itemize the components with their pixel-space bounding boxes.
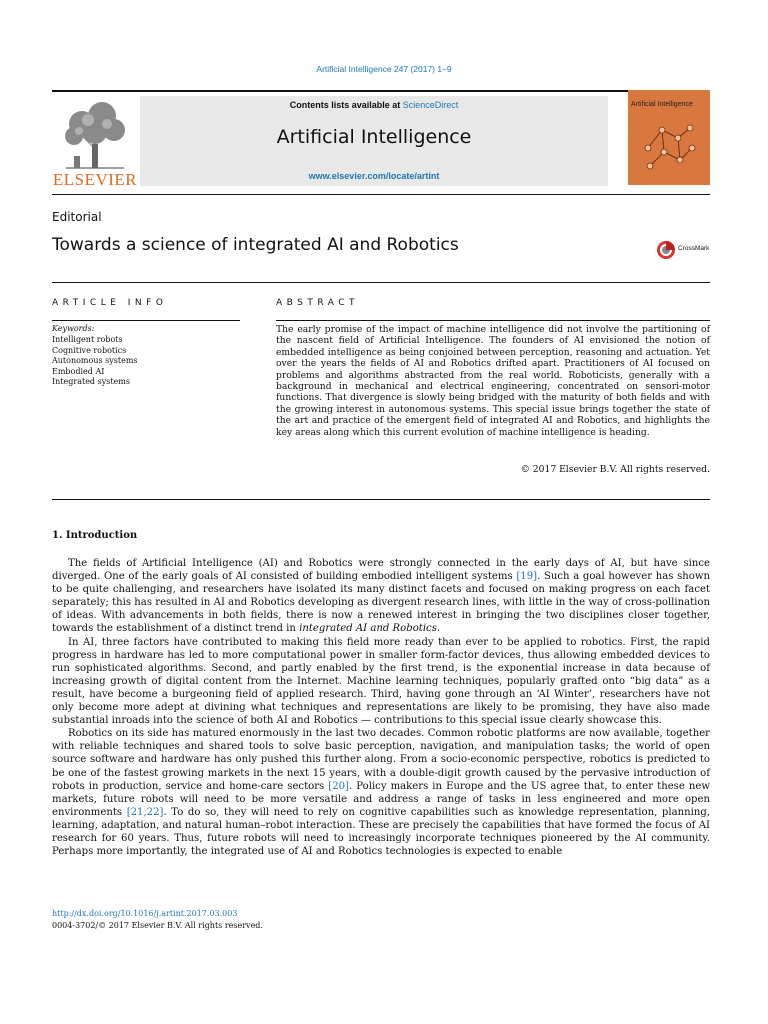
reference-link[interactable]: [19]	[516, 571, 538, 583]
keyword-item: Integrated systems	[52, 377, 130, 387]
footer-copyright: 0004-3702/© 2017 Elsevier B.V. All rights reserved.	[52, 921, 263, 930]
elsevier-wordmark: ELSEVIER	[52, 170, 138, 189]
article-info-heading: ARTICLE INFO	[52, 298, 168, 308]
abstract-heading: ABSTRACT	[276, 298, 360, 308]
abstract-bottom-rule	[52, 499, 710, 500]
keyword-item: Autonomous systems	[52, 356, 138, 366]
text-run: The fields of Artificial Intelligence (AI) and Robotics were strongly connected in the early days of AI, but have since diverged. One of the early goals of AI consisted of building embodied intelligent systems	[52, 558, 710, 583]
cover-title: Artificial Intelligence	[631, 101, 693, 108]
article-info-rule	[52, 320, 240, 321]
keyword-item: Cognitive robotics	[52, 345, 127, 355]
cover-graph-icon	[640, 118, 700, 178]
keyword-item: Intelligent robots	[52, 335, 123, 344]
intro-body	[52, 557, 710, 858]
intro-paragraph	[52, 557, 710, 636]
abstract-rule	[276, 320, 710, 321]
text-run: Robotics on its side has matured enormously in the last two decades. Common robotic platforms are now available, together with reliable techniques and shared tools to solve basic perception, navigation, and manipulation tasks; the world of open source software and hardware has only pushed this further along. From a socio-economic perspective, robotics is predicted to be one of the fastest growing markets in the next 15 years, with a double-digit growth caused by the pervasive introduction of robots in production, service and home-care sectors	[52, 728, 710, 792]
article-title: Towards a science of integrated AI and Robotics	[52, 235, 459, 255]
keywords-list	[52, 335, 138, 388]
title-rule	[52, 194, 710, 195]
info-rule	[52, 282, 710, 283]
doi-link[interactable]: http://dx.doi.org/10.1016/j.artint.2017.03.003	[52, 909, 238, 918]
keywords-label: Keywords:	[52, 324, 95, 333]
text-run: . Such a goal however has shown to be quite challenging, and researchers have isolated its many distinct facets and focused on making progress on each facet separately; this has resulted in AI and Robotics developing as divergent research lines, with little in the way of cross-pollination of ideas. With advancements in both fields, there is now a renewed interest in bringing the two disciplines closer together, towards the establishment of a distinct trend in	[52, 571, 710, 635]
emphasis-text: integrated AI and Robotics	[299, 623, 437, 635]
text-run: . Policy makers in Europe and the US agree that, to enter these new markets, future robots will need to be more versatile and address a range of tasks in less engineered and more open environments	[52, 780, 711, 818]
text-run: . To do so, they will need to rely on cognitive capabilities such as knowledge representation, planning, learning, adaptation, and natural human–robot interaction. These are precisely the capabilities that have formed the focus of AI research for 60 years. Thus, future robots will need to increasingly incorporate techniques pioneered by the AI community. Perhaps more importantly, the integrated use of AI and Robotics technologies is expected to enable	[52, 806, 710, 858]
intro-paragraph: In AI, three factors have contributed to making this field more ready than ever to be applied to robotics. First, the rapid progress in hardware has led to more computational power in smaller form-factor devices, thus allowing embedded devices to run sophisticated algorithms. Second, and partly enabled by the first trend, is the exponential increase in data because of increasing growth of digital content from the Internet. Machine learning techniques, popularly grafted onto “big data” as a result, have become a burgeoning field of applied research. Third, having gone through an ‘AI Winter’, researchers have not only become more adept at divining what techniques and representations are likely to be promising, they have also made substantial inroads into the science of both AI and Robotics — contributions to this special issue clearly showcase this.	[52, 636, 710, 727]
sciencedirect-link[interactable]: ScienceDirect	[402, 100, 459, 110]
contents-prefix: Contents lists available at	[289, 100, 403, 110]
text-run: .	[436, 623, 441, 635]
header-rule	[52, 90, 710, 92]
article-type: Editorial	[52, 210, 102, 224]
journal-title: Artificial Intelligence	[276, 126, 472, 148]
reference-link[interactable]: [20]	[328, 780, 349, 792]
crossmark-label[interactable]: CrossMark	[678, 245, 710, 252]
reference-link[interactable]: [21,22]	[126, 806, 164, 818]
journal-homepage-link[interactable]: www.elsevier.com/locate/artint	[308, 171, 440, 181]
journal-citation[interactable]: Artificial Intelligence 247 (2017) 1–9	[316, 64, 452, 74]
crossmark-icon[interactable]	[656, 240, 676, 260]
contents-line	[140, 100, 608, 110]
section-heading: 1. Introduction	[52, 530, 138, 541]
abstract-text: The early promise of the impact of machine intelligence did not involve the partitioning of the nascent field of Artificial Intelligence. The founders of AI envisioned the notion of embedded intelligence as being conjoined between perception, reasoning and actuation. Yet over the years the fields of AI and Robotics drifted apart. Practitioners of AI focused on problems and algorithms abstracted from the real world. Roboticists, generally with a background in mechanical and electrical engineering, concentrated on sensori-motor functions. That divergence is slowly being bridged with the maturity of both fields and with the growing interest in autonomous systems. This special issue brings together the state of the art and practice of the emergent field of integrated AI and Robotics, and highlights the key areas along which this current evolution of machine intelligence is heading.	[276, 324, 710, 438]
keyword-item: Embodied AI	[52, 366, 105, 376]
abstract-copyright: © 2017 Elsevier B.V. All rights reserved.	[520, 464, 710, 475]
intro-paragraph	[52, 727, 710, 858]
